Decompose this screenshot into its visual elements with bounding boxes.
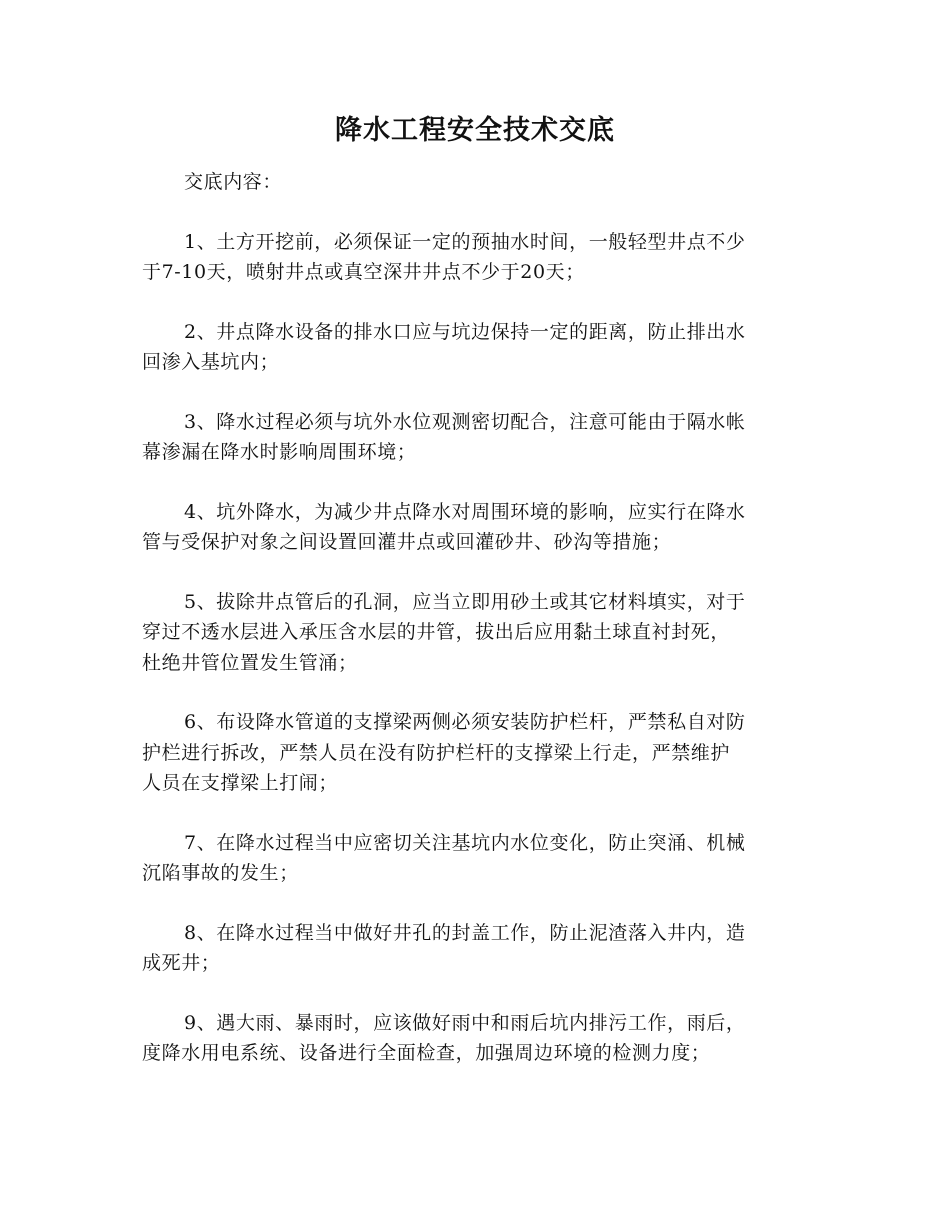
item-line: 1、土方开挖前，必须保证一定的预抽水时间，一般轻型井点不少	[184, 230, 746, 253]
item-line: 2、井点降水设备的排水口应与坑边保持一定的距离，防止排出水	[184, 320, 746, 343]
item-line: 9、遇大雨、暴雨时，应该做好雨中和雨后坑内排污工作，雨后，	[184, 1011, 746, 1034]
list-item	[142, 407, 804, 468]
document-body	[142, 167, 804, 1098]
document-title: 降水工程安全技术交底	[335, 115, 615, 146]
item-line: 成死井；	[142, 952, 221, 974]
item-line: 4、坑外降水，为减少井点降水对周围环境的影响，应实行在降水	[184, 500, 746, 523]
item-line: 杜绝井管位置发生管涌；	[142, 651, 358, 674]
item-line: 6、布设降水管道的支撑梁两侧必须安装防护栏杆，严禁私自对防	[184, 711, 746, 733]
item-line: 沉陷事故的发生；	[142, 862, 299, 884]
list-item	[142, 317, 804, 378]
item-line: 度降水用电系统、设备进行全面检查，加强周边环境的检测力度；	[142, 1042, 711, 1064]
item-line: 管与受保护对象之间设置回灌井点或回灌砂井、砂沟等措施；	[142, 531, 672, 553]
item-line: 5、拔除井点管后的孔洞，应当立即用砂土或其它材料填实，对于	[184, 590, 746, 613]
list-item	[142, 497, 804, 558]
item-line: 回渗入基坑内；	[142, 351, 280, 373]
list-item	[142, 227, 804, 288]
item-line: 于7-10天，喷射井点或真空深井井点不少于20天；	[142, 261, 585, 283]
item-line: 幕渗漏在降水时影响周围环境；	[142, 441, 417, 463]
list-item	[142, 828, 804, 889]
item-line: 3、降水过程必须与坑外水位观测密切配合，注意可能由于隔水帐	[184, 410, 746, 433]
item-line: 7、在降水过程当中应密切关注基坑内水位变化，防止突涌、机械	[184, 831, 746, 854]
list-item	[142, 707, 804, 799]
item-line: 穿过不透水层进入承压含水层的井管，拔出后应用黏土球直衬封死，	[142, 621, 731, 643]
list-item	[142, 918, 804, 979]
list-item	[142, 587, 804, 679]
item-line: 人员在支撑梁上打闹；	[142, 772, 339, 794]
intro-label: 交底内容：	[184, 171, 283, 193]
item-line: 护栏进行拆改，严禁人员在没有防护栏杆的支撑梁上行走，严禁维护	[142, 741, 731, 764]
item-line: 8、在降水过程当中做好井孔的封盖工作，防止泥渣落入井内，造	[184, 921, 746, 944]
list-item	[142, 1008, 804, 1069]
